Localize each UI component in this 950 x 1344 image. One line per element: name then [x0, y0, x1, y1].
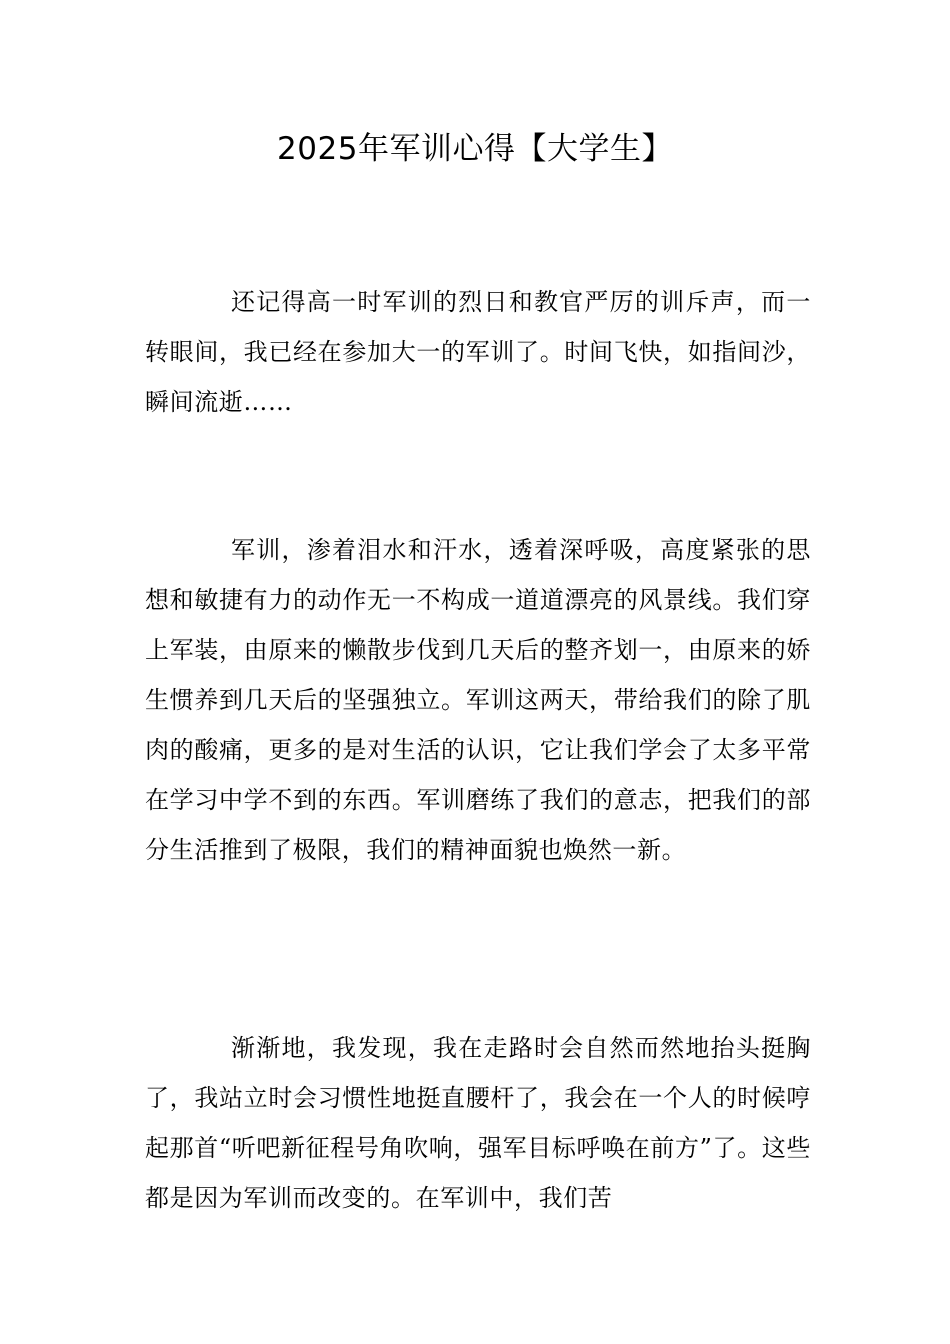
- paragraph-3: 渐渐地，我发现，我在走路时会自然而然地抬头挺胸了，我站立时会习惯性地挺直腰杆了，我会在一个人的时候哼起那首“听吧新征程号角吹响，强军目标呼唤在前方”了。这些都是因为军训而改变的。在军训中，我们苦: [145, 1034, 811, 1212]
- document-title: 2025年军训心得【大学生】: [277, 131, 673, 167]
- paragraph-1: 还记得高一时军训的烈日和教官严厉的训斥声，而一转眼间，我已经在参加大一的军训了。时间飞快，如指间沙，瞬间流逝……: [145, 288, 811, 416]
- paragraph-2: 军训，渗着泪水和汗水，透着深呼吸，高度紧张的思想和敏捷有力的动作无一不构成一道道漂亮的风景线。我们穿上军装，由原来的懒散步伐到几天后的整齐划一，由原来的娇生惯养到几天后的坚强独立。军训这两天，带给我们的除了肌肉的酸痛，更多的是对生活的认识，它让我们学会了太多平常在学习中学不到的东西。军训磨练了我们的意志，把我们的部分生活推到了极限，我们的精神面貌也焕然一新。: [145, 536, 811, 864]
